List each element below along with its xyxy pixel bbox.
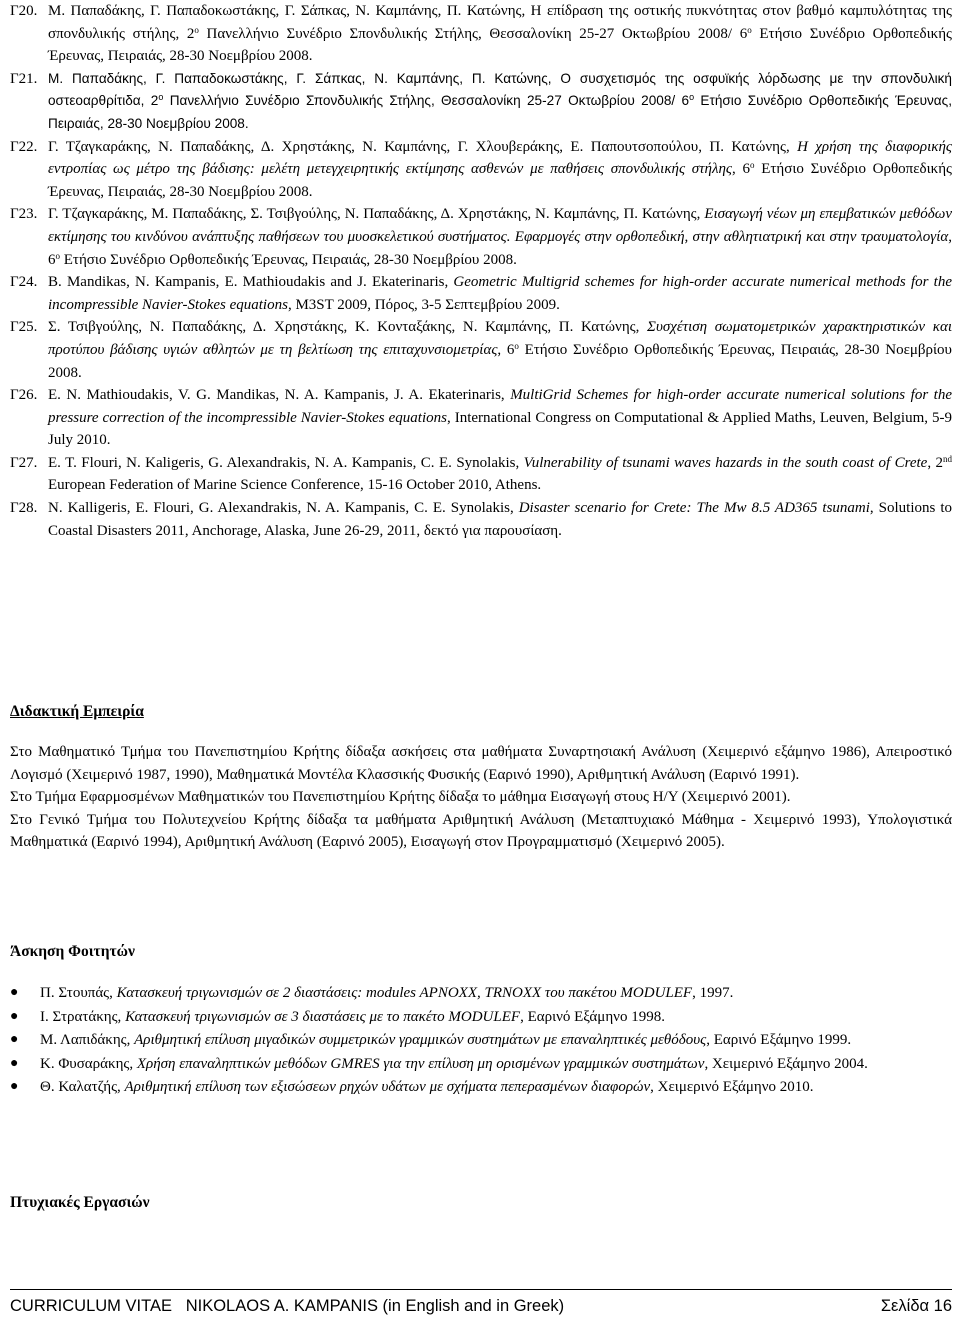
text-run: , International Congress on Computational & Applied Maths, Leuven, Belgium, 5-9 July 2010. xyxy=(48,409,952,449)
reference-text xyxy=(48,0,952,68)
reference-text xyxy=(48,316,952,384)
text-run: , 1997. xyxy=(692,985,734,1001)
reference-number: Γ20. xyxy=(10,3,38,19)
list-item xyxy=(10,1053,952,1076)
text-run: N. Kalligeris, E. Flouri, G. Alexandrakis, N. A. Kampanis, C. E. Synolakis, xyxy=(48,500,519,517)
text-run: , 6 xyxy=(497,341,515,358)
superscript: ο xyxy=(158,92,164,103)
text-run: Κ. Φυσαράκης, xyxy=(40,1055,137,1072)
reference-item xyxy=(10,452,952,497)
text-run: , 6 xyxy=(48,228,952,268)
italic-title: Geometric Multigrid schemes for high-order accurate numerical methods for the incompressible Navier-Stokes equations xyxy=(48,274,952,313)
reference-item xyxy=(10,271,952,316)
reference-item xyxy=(10,68,952,136)
reference-text xyxy=(48,384,952,452)
list-item xyxy=(10,1029,952,1052)
reference-text xyxy=(48,68,952,136)
italic-title: Disaster scenario for Crete: The Mw 8.5 AD365 tsunami xyxy=(518,500,870,517)
text-run: Ι. Στρατάκης, xyxy=(40,1008,126,1025)
text-run: , Solutions to Coastal Disasters 2011, Anchorage, Alaska, June 26-29, 2011, δεκτό για παρουσίαση. xyxy=(48,500,952,539)
list-item xyxy=(10,1006,952,1029)
reference-number: Γ27. xyxy=(10,454,38,471)
text-run: , Χειμερινό Εξάμηνο 2004. xyxy=(704,1055,868,1072)
list-item xyxy=(10,982,952,1005)
page-number: Σελίδα 16 xyxy=(880,1297,952,1315)
bullet-icon: ● xyxy=(10,985,19,1000)
superscript: ο xyxy=(194,24,199,35)
text-run: E. T. Flouri, N. Kaligeris, G. Alexandrakis, N. A. Kampanis, C. E. Synolakis, xyxy=(48,454,524,471)
references-list xyxy=(10,0,952,542)
italic-title: Κατασκευή τριγωνισμών σε 3 διαστάσεις με το πακέτο MODULEF xyxy=(125,1008,521,1025)
reference-number: Γ26. xyxy=(10,387,38,404)
reference-item xyxy=(10,497,952,542)
text-run: Σ. Τσιβγούλης, Ν. Παπαδάκης, Δ. Χρηστάκης, Κ. Κονταξάκης, Ν. Καμπάνης, Π. Κατώνης, xyxy=(48,319,648,336)
text-run: Ετήσιο Συνέδριο Ορθοπεδικής Έρευνας, Πειραιάς, 28-30 Νοεμβρίου 2008. xyxy=(60,251,517,268)
superscript: ο xyxy=(55,250,60,261)
reference-text xyxy=(48,203,952,271)
page-footer xyxy=(10,1289,952,1316)
teaching-section-title: Διδακτική Εμπειρία xyxy=(10,703,144,720)
bullet-icon: ● xyxy=(10,1008,19,1024)
reference-number: Γ21. xyxy=(10,70,38,87)
teaching-paragraph: Στο Τμήμα Εφαρμοσμένων Μαθηματικών του Πανεπιστημίου Κρήτης δίδαξα το μάθημα Εισαγωγή στους Η/Υ (Χειμερινό 2001). xyxy=(10,789,791,806)
text-run: Ετήσιο Συνέδριο Ορθοπεδικής Έρευνας, Πειραιάς, 28-30 Νοεμβρίου 2008. xyxy=(48,341,952,381)
reference-item xyxy=(10,384,952,452)
text-run: Πανελλήνιο Συνέδριο Σπονδυλικής Στήλης, Θεσσαλονίκη 25-27 Οκτωβρίου 2008/ 6 xyxy=(163,93,690,109)
reference-item xyxy=(10,203,952,271)
text-run: Μ. Παπαδάκης, Γ. Παπαδοκωστάκης, Γ. Σάπκας, Ν. Καμπάνης, Π. Κατώνης, Η επίδραση της οστικής πυκνότητας στον βαθμό καμπυλότητας της σπονδυλικής στήλης, 2 xyxy=(48,3,952,42)
italic-title: Vulnerability of tsunami waves hazards in the south coast of Crete xyxy=(523,454,928,471)
text-run: , Χειμερινό Εξάμηνο 2010. xyxy=(650,1079,814,1096)
reference-text xyxy=(48,452,952,497)
internships-section-title: Άσκηση Φοιτητών xyxy=(10,943,135,960)
bullet-icon: ● xyxy=(10,1055,19,1071)
text-run: Ετήσιο Συνέδριο Ορθοπεδικής Έρευνας, Πειραιάς, 28-30 Νοεμβρίου 2008. xyxy=(48,93,952,131)
text-run: Π. Στουπάς, xyxy=(40,985,117,1001)
text-run: Μ. Παπαδάκης, Γ. Παπαδοκωστάκης, Γ. Σάπκας, Ν. Καμπάνης, Π. Κατώνης, Ο συσχετισμός της οσφυϊκής λόρδωσης με την σπονδυλική οστεοαρθρίτιδα, 2 xyxy=(48,70,952,109)
reference-text xyxy=(48,136,952,204)
text-run: Μ. Λαπιδάκης, xyxy=(40,1032,135,1049)
teaching-paragraph: Στο Μαθηματικό Τμήμα του Πανεπιστημίου Κρήτης δίδαξα ασκήσεις στα μαθήματα Συναρτησιακή Ανάλυση (Χειμερινό εξάμηνο 1986), Απειροστικό Λογισμό (Χειμερινό 1987, 1990), Μαθηματικά Μοντέλα Κλασσικής Φυσικής (Εαρινό 1990), Αριθμητική Ανάλυση (Εαρινό 1991). xyxy=(10,744,952,783)
text-run: Γ. Τζαγκαράκης, Μ. Παπαδάκης, Σ. Τσιβγούλης, Ν. Παπαδάκης, Δ. Χρηστάκης, Ν. Καμπάνης, Π. Κατώνης, xyxy=(48,206,705,223)
footer-title: CURRICULUM VITAE NIKOLAOS A. KAMPANIS (in English and in Greek) xyxy=(10,1297,565,1315)
italic-title: Χρήση επαναληπτικών μεθόδων GMRES για την επίλυση μη ορισμένων γραμμικών συστημάτων xyxy=(136,1055,705,1072)
text-run: E. N. Mathioudakis, V. G. Mandikas, N. A. Kampanis, J. A. Ekaterinaris, xyxy=(48,387,511,404)
reference-item xyxy=(10,136,952,204)
reference-text xyxy=(48,271,952,316)
text-run: Θ. Καλατζής, xyxy=(40,1079,125,1096)
text-run: , 2 xyxy=(927,454,944,471)
superscript: ο xyxy=(514,340,519,351)
teaching-section xyxy=(10,741,952,854)
reference-text xyxy=(48,497,952,542)
italic-title: Κατασκευή τριγωνισμών σε 2 διαστάσεις: modules APNOXX, TRNOXX του πακέτου MODULEF xyxy=(116,985,693,1001)
reference-number: Γ25. xyxy=(10,319,38,336)
reference-number: Γ22. xyxy=(10,138,38,155)
text-run: , 6 xyxy=(732,161,750,178)
reference-number: Γ24. xyxy=(10,274,38,291)
italic-title: Αριθμητική επίλυση μιγαδικών συμμετρικών γραμμικών συστημάτων με επαναληπτικές μεθόδους xyxy=(134,1032,707,1049)
text-run: , M3ST 2009, Πόρος, 3-5 Σεπτεμβρίου 2009. xyxy=(287,296,560,313)
italic-title: Συσχέτιση σωματομετρικών χαρακτηριστικών και προτύπου βάδισης υγιών αθλητών με τη βελτίωση της επιταχυνσιομετρίας xyxy=(48,319,952,358)
superscript: ο xyxy=(747,24,752,35)
italic-title: MultiGrid Schemes for high-order accurate numerical solutions for the pressure correction of the incompressible Navier-Stokes equations xyxy=(48,387,952,426)
bullet-icon: ● xyxy=(10,1079,19,1095)
text-run: , Εαρινό Εξάμηνο 1998. xyxy=(520,1008,665,1025)
superscript: ο xyxy=(689,92,695,103)
superscript: nd xyxy=(943,453,953,464)
text-run: Ετήσιο Συνέδριο Ορθοπεδικής Έρευνας, Πειραιάς, 28-30 Νοεμβρίου 2008. xyxy=(48,25,952,65)
reference-item xyxy=(10,0,952,68)
text-run: Ετήσιο Συνέδριο Ορθοπεδικής Έρευνας, Πειραιάς, 28-30 Νοεμβρίου 2008. xyxy=(48,161,952,200)
italic-title: Εισαγωγή νέων μη επεμβατικών μεθόδων εκτίμησης του κινδύνου ανάπτυξης παθήσεων του μυοσκελετικού συστήματος. Εφαρμογές στην ορθοπεδική, στην αθλητιατρική και στην τραυματολογία xyxy=(48,206,952,245)
reference-item xyxy=(10,316,952,384)
italic-title: Η χρήση της διαφορικής εντροπίας ως μέτρο της βάδισης: μελέτη μετεγχειρητικής εκτίμησης ασθενών με παθήσεις σπονδυλικής στήλης xyxy=(48,138,952,178)
text-run: , Εαρινό Εξάμηνο 1999. xyxy=(706,1032,852,1049)
bullet-icon: ● xyxy=(10,1032,19,1048)
text-run: Γ. Τζαγκαράκης, Ν. Παπαδάκης, Δ. Χρηστάκης, Ν. Καμπάνης, Γ. Χλουβεράκης, Ε. Παπουτσοπούλου, Π. Κατώνης, xyxy=(48,138,798,155)
superscript: ο xyxy=(750,160,755,171)
list-item xyxy=(10,1076,952,1099)
reference-number: Γ28. xyxy=(10,500,38,517)
text-run: Πανελλήνιο Συνέδριο Σπονδυλικής Στήλης, Θεσσαλονίκη 25-27 Οκτωβρίου 2008/ 6 xyxy=(198,25,748,42)
internships-list xyxy=(10,982,952,1100)
theses-section-title: Πτυχιακές Εργασιών xyxy=(10,1194,150,1211)
text-run: European Federation of Marine Science Conference, 15-16 October 2010, Athens. xyxy=(48,477,542,494)
reference-number: Γ23. xyxy=(10,206,38,223)
text-run: B. Mandikas, N. Kampanis, E. Mathioudakis and J. Ekaterinaris, xyxy=(48,274,454,291)
teaching-paragraph: Στο Γενικό Τμήμα του Πολυτεχνείου Κρήτης δίδαξα τα μαθήματα Αριθμητική Ανάλυση (Μεταπτυχιακό Μάθημα - Χειμερινό 1993), Υπολογιστικά Μαθηματικά (Εαρινό 1994), Αριθμητική Ανάλυση (Εαρινό 2005), Εισαγωγή στον Προγραμματισμό (Χειμερινό 2005). xyxy=(10,811,952,851)
italic-title: Αριθμητική επίλυση των εξισώσεων ρηχών υδάτων με σχήματα πεπερασμένων διαφορών xyxy=(124,1079,651,1096)
